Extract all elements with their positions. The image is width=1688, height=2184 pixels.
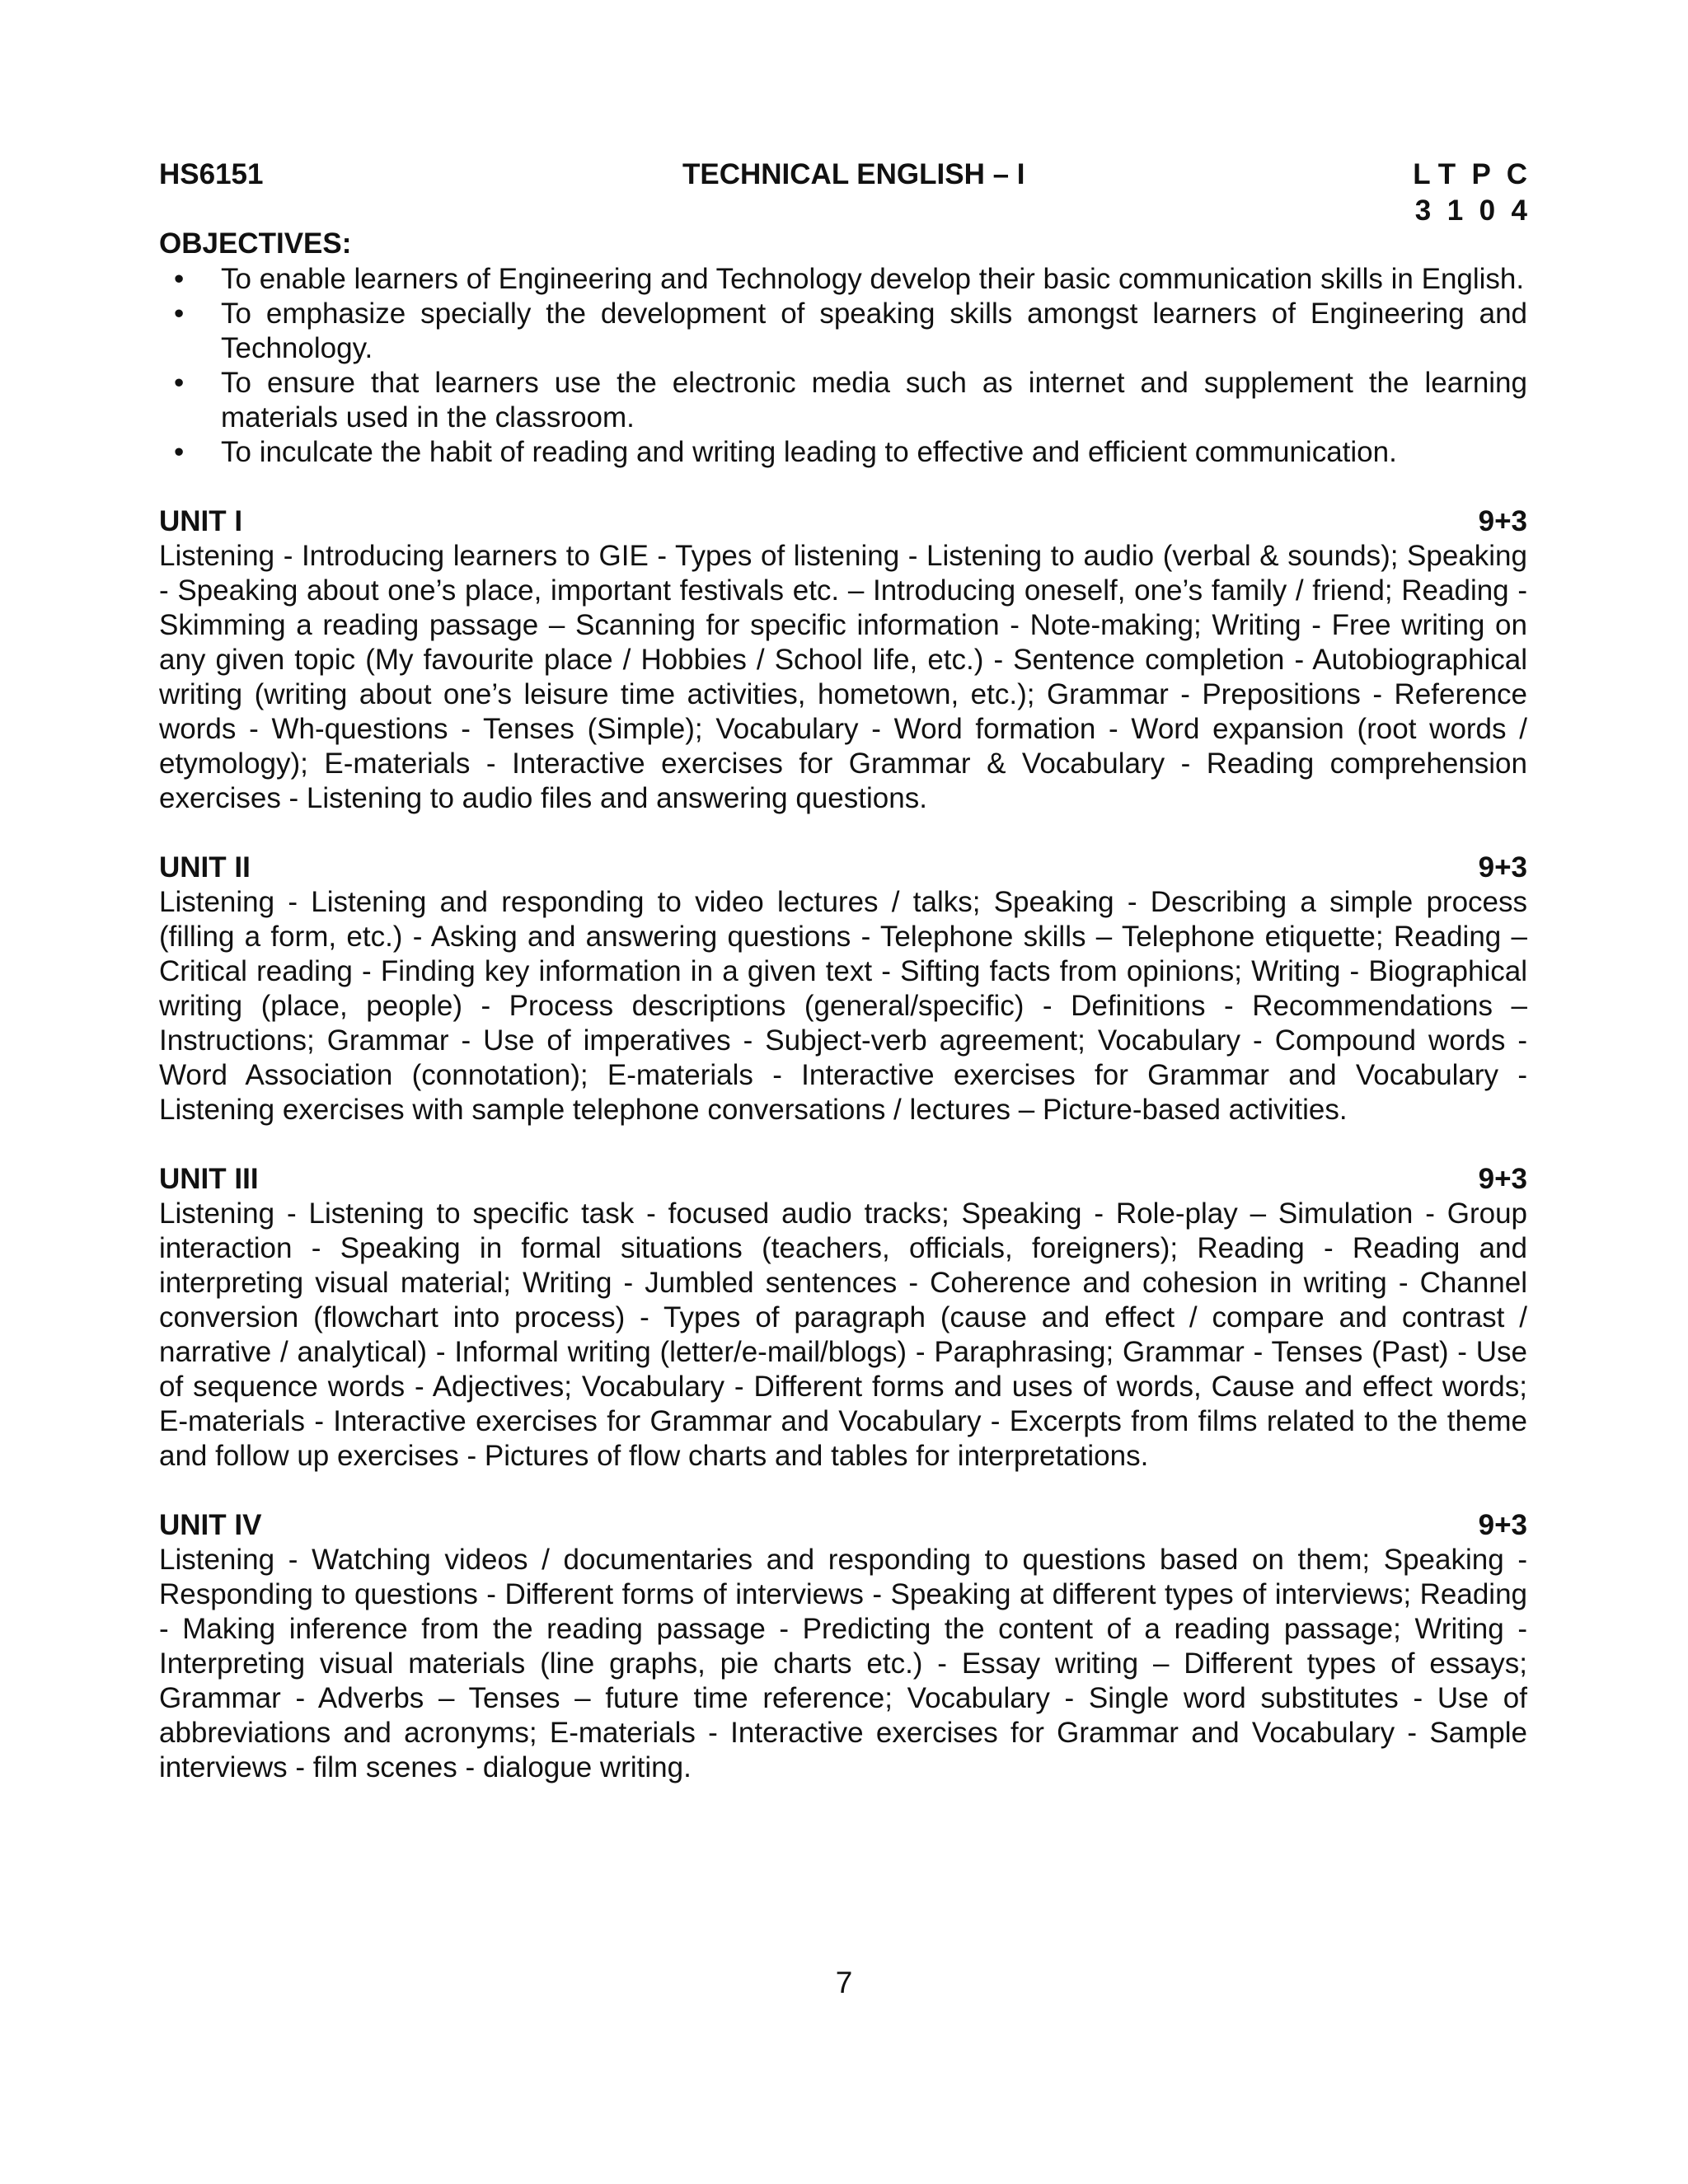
page-number: 7 [835, 1966, 853, 1999]
unit-hours: 9+3 [1478, 505, 1527, 537]
ltpc-block [1413, 157, 1527, 229]
objective-text: To enable learners of Engineering and Technology develop their basic communication skills in English. [221, 263, 1525, 295]
bullet-icon: • [174, 263, 185, 295]
unit-heading [159, 1162, 1527, 1197]
course-code: HS6151 [159, 158, 264, 190]
objective-item [159, 262, 1527, 297]
unit-title: UNIT II [159, 851, 251, 883]
ltpc-values: 3 1 0 4 [1414, 194, 1527, 227]
unit-section [159, 1508, 1527, 1785]
course-header [159, 157, 1527, 227]
unit-hours: 9+3 [1478, 1163, 1527, 1195]
unit-heading [159, 851, 1527, 885]
objectives-title: OBJECTIVES: [159, 227, 352, 260]
bullet-icon: • [174, 367, 185, 399]
unit-section [159, 1162, 1527, 1474]
unit-title: UNIT III [159, 1163, 259, 1195]
unit-content: Listening - Introducing learners to GIE - Types of listening - Listening to audio (verbal & sounds); Speaking - Speaking about one’s place, important festivals etc. – Introducing oneself, one’s family / friend; Reading - Skimming a reading passage – Scanning for specific information - Note-making; Writing - Free writing on any given topic (My favourite place / Hobbies / School life, etc.) - Sentence completion - Autobiographical writing (writing about one’s leisure time activities, hometown, etc.); Grammar - Prepositions - Reference words - Wh-questions - Tenses (Simple); Vocabulary - Word formation - Word expansion (root words / etymology); E-materials - Interactive exercises for Grammar & Vocabulary - Reading comprehension exercises - Listening to audio files and answering questions. [159, 540, 1527, 814]
bullet-icon: • [174, 298, 185, 330]
unit-section [159, 504, 1527, 816]
unit-content: Listening - Listening to specific task - focused audio tracks; Speaking - Role-play – Simulation - Group interaction - Speaking in formal situations (teachers, officials, foreigners); Reading - Reading and interpreting visual material; Writing - Jumbled sentences - Coherence and cohesion in writing - Channel conversion (flowchart into process) - Types of paragraph (cause and effect / compare and contrast / narrative / analytical) - Informal writing (letter/e-mail/blogs) - Paraphrasing; Grammar - Tenses (Past) - Use of sequence words - Adjectives; Vocabulary - Different forms and uses of words, Cause and effect words; E-materials - Interactive exercises for Grammar and Vocabulary - Excerpts from films related to the theme and follow up exercises - Pictures of flow charts and tables for interpretations. [159, 1197, 1527, 1472]
objective-text: To ensure that learners use the electronic media such as internet and supplement the learning materials used in the classroom. [221, 367, 1527, 434]
unit-heading [159, 504, 1527, 539]
objective-item [159, 366, 1527, 435]
unit-hours: 9+3 [1478, 851, 1527, 883]
unit-content: Listening - Watching videos / documentaries and responding to questions based on them; Speaking - Responding to questions - Different forms of interviews - Speaking at different types of interviews; Reading - Making inference from the reading passage - Predicting the content of a reading passage; Writing - Interpreting visual materials (line graphs, pie charts etc.) - Essay writing – Different types of essays; Grammar - Adverbs – Tenses – future time reference; Vocabulary - Single word substitutes - Use of abbreviations and acronyms; E-materials - Interactive exercises for Grammar and Vocabulary - Sample interviews - film scenes - dialogue writing. [159, 1544, 1527, 1783]
unit-hours: 9+3 [1478, 1509, 1527, 1541]
syllabus-page [159, 157, 1527, 1785]
objective-text: To emphasize specially the development of speaking skills amongst learners of Engineering and Technology. [221, 298, 1527, 364]
objective-text: To inculcate the habit of reading and writing leading to effective and efficient communication. [221, 436, 1397, 468]
unit-title: UNIT I [159, 505, 243, 537]
objectives-list [159, 262, 1527, 470]
course-title: TECHNICAL ENGLISH – I [682, 158, 1025, 190]
unit-heading [159, 1508, 1527, 1543]
objective-item [159, 435, 1527, 470]
unit-content: Listening - Listening and responding to video lectures / talks; Speaking - Describing a simple process (filling a form, etc.) - Asking and answering questions - Telephone skills – Telephone etiquette; Reading – Critical reading - Finding key information in a given text - Sifting facts from opinions; Writing - Biographical writing (place, people) - Process descriptions (general/specific) - Definitions - Recommendations – Instructions; Grammar - Use of imperatives - Subject-verb agreement; Vocabulary - Compound words - Word Association (connotation); E-materials - Interactive exercises for Grammar and Vocabulary - Listening exercises with sample telephone conversations / lectures – Picture-based activities. [159, 886, 1527, 1126]
bullet-icon: • [174, 436, 185, 468]
unit-section [159, 851, 1527, 1127]
objective-item [159, 297, 1527, 366]
unit-title: UNIT IV [159, 1509, 262, 1541]
ltpc-labels: L T P C [1413, 158, 1527, 190]
